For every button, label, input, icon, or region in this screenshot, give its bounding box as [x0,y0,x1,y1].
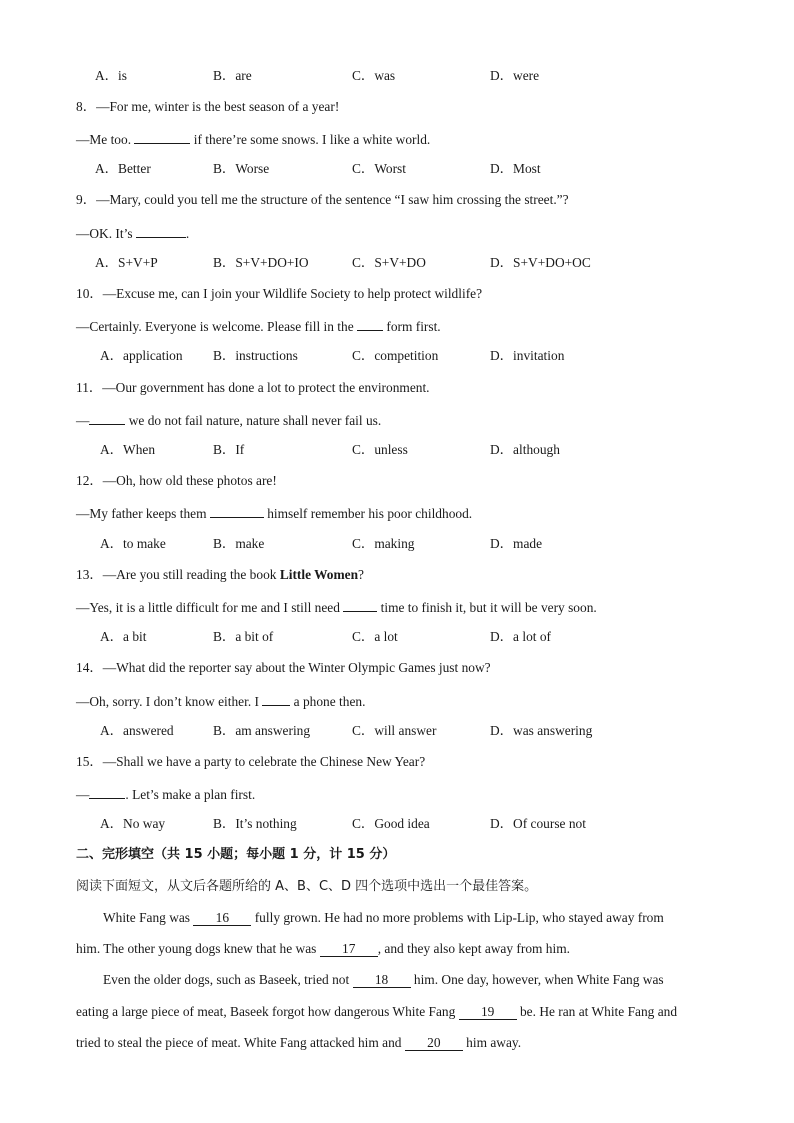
passage-text: tried to steal the piece of meat. White Fang attacked him and [76,1035,405,1050]
stem-text: 13．—Are you still reading the book [76,567,280,582]
option-d[interactable]: D．were [490,68,540,83]
question-stem: 11．—Our government has done a lot to protect the environment. [76,380,430,395]
dialogue-text: . [185,226,190,241]
option-b[interactable]: B．If [213,442,245,457]
passage-line [76,1003,677,1021]
question-stem: 12．—Oh, how old these photos are! [76,473,277,488]
answer-blank[interactable] [357,316,383,331]
dialogue-text: himself remember his poor childhood. [263,506,473,521]
option-c[interactable]: C．a lot [352,629,398,644]
passage-text: , and they also kept away from him. [377,941,570,956]
question-dialogue [76,223,189,243]
dialogue-text: we do not fail nature, nature shall never fail us. [125,413,382,428]
option-a[interactable]: A．is [95,68,127,83]
question-stem: 9．—Mary, could you tell me the structure of the sentence “I saw him crossing the street.”? [76,192,569,207]
passage-line [103,909,664,927]
passage-text: him. One day, however, when White Fang was [410,972,664,987]
question-dialogue [76,691,365,711]
option-c[interactable]: C．S+V+DO [352,255,426,270]
option-a[interactable]: A．a bit [100,629,147,644]
option-d[interactable]: D．was answering [490,723,593,738]
option-a[interactable]: A．When [100,442,156,457]
cloze-blank-17[interactable]: 17 [320,941,378,957]
option-c[interactable]: C．competition [352,348,439,363]
passage-text: him away. [462,1035,522,1050]
section-title: 二、完形填空（共 15 小题；每小题 1 分，计 15 分） [76,847,396,862]
option-b[interactable]: B．S+V+DO+IO [213,255,309,270]
answer-blank[interactable] [210,503,264,518]
option-b[interactable]: B．instructions [213,348,298,363]
cloze-blank-18[interactable]: 18 [353,972,411,988]
option-b[interactable]: B．It’s nothing [213,816,297,831]
answer-blank[interactable] [343,597,377,612]
answer-blank[interactable] [89,784,125,799]
dialogue-text: —My father keeps them [76,506,210,521]
passage-text: be. He ran at White Fang and [516,1004,678,1019]
option-a[interactable]: A．Better [95,161,151,176]
question-dialogue [76,597,597,617]
option-c[interactable]: C．was [352,68,396,83]
dialogue-text: if there’re some snows. I like a white world. [190,132,431,147]
option-d[interactable]: D．although [490,442,560,457]
question-stem: 15．—Shall we have a party to celebrate the Chinese New Year? [76,754,426,769]
option-a[interactable]: A．application [100,348,183,363]
dialogue-text: —Yes, it is a little difficult for me and I still need [76,600,344,615]
passage-text: Even the older dogs, such as Baseek, tried not [103,972,353,987]
question-dialogue [76,410,381,430]
answer-blank[interactable] [134,129,190,144]
dialogue-text: a phone then. [290,694,366,709]
dialogue-text: —Certainly. Everyone is welcome. Please fill in the [76,319,358,334]
option-d[interactable]: D．S+V+DO+OC [490,255,591,270]
dialogue-text: —Oh, sorry. I don’t know either. I [76,694,263,709]
option-b[interactable]: B．are [213,68,252,83]
stem-text: ? [358,567,364,582]
question-dialogue [76,129,430,149]
option-b[interactable]: B．a bit of [213,629,274,644]
option-c[interactable]: C．making [352,536,415,551]
option-b[interactable]: B．am answering [213,723,311,738]
option-a[interactable]: A．S+V+P [95,255,158,270]
option-c[interactable]: C．unless [352,442,408,457]
question-stem: 14．—What did the reporter say about the Winter Olympic Games just now? [76,660,491,675]
option-a[interactable]: A．No way [100,816,166,831]
section-instruction: 阅读下面短文，从文后各题所给的 A、B、C、D 四个选项中选出一个最佳答案。 [76,879,538,894]
dialogue-text: — [76,413,90,428]
dialogue-text: . Let’s make a plan first. [125,787,256,802]
cloze-blank-16[interactable]: 16 [193,910,251,926]
answer-blank[interactable] [89,410,125,425]
dialogue-text: time to finish it, but it will be very soon. [377,600,597,615]
question-dialogue [76,316,441,336]
passage-line [76,1034,521,1052]
question-dialogue [76,784,255,804]
dialogue-text: —OK. It’s [76,226,136,241]
option-b[interactable]: B．Worse [213,161,270,176]
option-a[interactable]: A．to make [100,536,166,551]
book-title: Little Women [279,567,359,582]
dialogue-text: form first. [383,319,441,334]
passage-text: eating a large piece of meat, Baseek forgot how dangerous White Fang [76,1004,459,1019]
passage-text: White Fang was [103,910,194,925]
cloze-blank-19[interactable]: 19 [459,1004,517,1020]
passage-line [103,971,664,989]
option-d[interactable]: D．a lot of [490,629,551,644]
passage-line [76,940,570,958]
question-stem: 10．—Excuse me, can I join your Wildlife Society to help protect wildlife? [76,286,483,301]
answer-blank[interactable] [262,691,290,706]
passage-text: him. The other young dogs knew that he was [76,941,320,956]
option-d[interactable]: D．invitation [490,348,565,363]
option-a[interactable]: A．answered [100,723,174,738]
option-c[interactable]: C．Good idea [352,816,430,831]
dialogue-text: —Me too. [76,132,135,147]
passage-text: fully grown. He had no more problems with Lip-Lip, who stayed away from [251,910,664,925]
cloze-blank-20[interactable]: 20 [405,1035,463,1051]
dialogue-text: — [76,787,90,802]
question-dialogue [76,503,472,523]
option-c[interactable]: C．will answer [352,723,437,738]
option-c[interactable]: C．Worst [352,161,406,176]
option-d[interactable]: D．made [490,536,543,551]
option-b[interactable]: B．make [213,536,265,551]
question-stem [76,566,364,584]
option-d[interactable]: D．Most [490,161,541,176]
option-d[interactable]: D．Of course not [490,816,586,831]
question-stem: 8．—For me, winter is the best season of a year! [76,99,340,114]
answer-blank[interactable] [136,223,186,238]
